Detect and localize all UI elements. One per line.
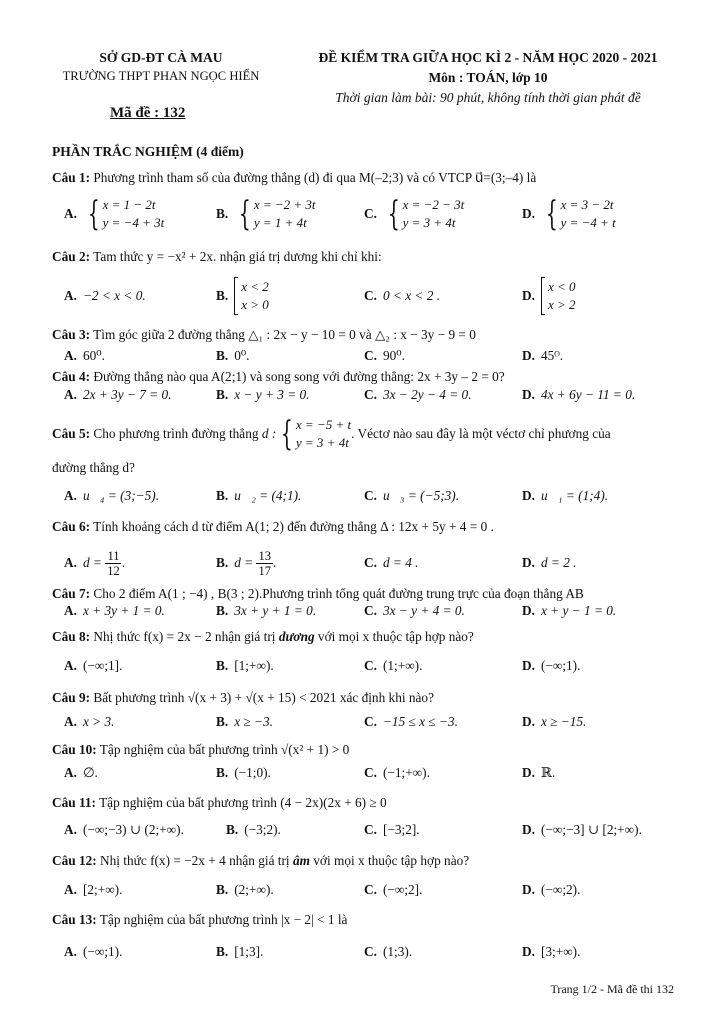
- question-label: Câu 12:: [52, 853, 97, 868]
- option-a[interactable]: A. d = $\frac{11}{12}$ .: [64, 548, 126, 578]
- options-5: [64, 484, 680, 508]
- question-label: Câu 10:: [52, 742, 97, 757]
- options-9: [64, 712, 680, 732]
- option-a[interactable]: A. 2x + 3y − 7 = 0.: [64, 386, 172, 402]
- option-a[interactable]: A. (−∞;1).: [64, 943, 123, 959]
- options-7: [64, 601, 680, 621]
- option-a[interactable]: A. { x = 1 − 2t y = −4 + 3t: [64, 194, 165, 234]
- options-3: [64, 346, 680, 366]
- option-d[interactable]: D. (−∞;1).: [522, 657, 581, 673]
- option-a[interactable]: A. 60⁰.: [64, 347, 105, 363]
- header-left: [50, 50, 272, 85]
- options-12: [64, 878, 680, 902]
- option-b[interactable]: B. 0⁰.: [216, 347, 250, 363]
- emphasis-word: dương: [278, 629, 315, 644]
- question-text: Tập nghiệm của bất phương trình |x − 2| < 1 là: [99, 912, 348, 927]
- option-c[interactable]: C. 3x − y + 4 = 0.: [364, 602, 465, 618]
- option-d[interactable]: D. d = 2 .: [522, 554, 577, 570]
- question-label: Câu 4:: [52, 369, 91, 384]
- question-13: [52, 912, 680, 929]
- question-label: Câu 7:: [52, 586, 91, 601]
- option-b[interactable]: B. (−3;2).: [226, 821, 281, 837]
- option-c[interactable]: C. { x = −2 − 3t y = 3 + 4t: [364, 194, 465, 234]
- school-name: TRƯỜNG THPT PHAN NGỌC HIỂN: [62, 68, 260, 83]
- option-d[interactable]: D. ℝ.: [522, 764, 556, 780]
- question-text: Tam thức y = −x² + 2x. nhận giá trị dương khi chỉ khi:: [93, 249, 382, 264]
- option-c[interactable]: C. d = 4 .: [364, 554, 419, 570]
- option-b[interactable]: B. x − y + 3 = 0.: [216, 386, 310, 402]
- option-c[interactable]: C. u⃗₃ = (−5;3).: [364, 487, 460, 503]
- options-13: [64, 940, 680, 964]
- option-d[interactable]: D. [3;+∞).: [522, 943, 581, 959]
- option-b[interactable]: B. x < 2 x > 0: [216, 276, 269, 316]
- option-b[interactable]: B. [1;3].: [216, 943, 264, 959]
- time-value: : 90 phút, không tính thời gian phát đề: [432, 89, 641, 105]
- option-d[interactable]: D. { x = 3 − 2t y = −4 + t: [522, 194, 616, 234]
- question-text-after: . Véctơ nào sau đây là một véctơ chỉ phương của: [351, 425, 611, 441]
- option-c[interactable]: C. (−∞;2].: [364, 881, 423, 897]
- time-line: [288, 90, 688, 107]
- options-4: [64, 385, 680, 405]
- exam-title: ĐỀ KIỂM TRA GIỮA HỌC KÌ 2 - NĂM HỌC 2020 - 2021: [318, 50, 658, 65]
- option-d[interactable]: D. x ≥ −15.: [522, 713, 587, 729]
- question-text: Đường thẳng nào qua A(2;1) và song song với đường thẳng: 2x + 3y – 2 = 0?: [93, 369, 505, 384]
- options-11: [64, 818, 680, 842]
- question-label: Câu 3:: [52, 327, 91, 342]
- option-c[interactable]: C. (1;+∞).: [364, 657, 423, 673]
- option-b[interactable]: B. u⃗₂ = (4;1).: [216, 487, 302, 503]
- header-right: [288, 50, 688, 107]
- option-a[interactable]: A. [2;+∞).: [64, 881, 123, 897]
- option-a[interactable]: A. −2 < x < 0.: [64, 287, 146, 303]
- question-text-after: với mọi x thuộc tập hợp nào?: [314, 629, 474, 644]
- question-text-line2: đường thẳng d?: [52, 460, 135, 475]
- subject-line: Môn : TOÁN, lớp 10: [428, 69, 548, 85]
- option-b[interactable]: B. (−1;0).: [216, 764, 271, 780]
- line-label: d :: [261, 425, 277, 441]
- question-9: [52, 690, 680, 707]
- option-a[interactable]: A. ∅.: [64, 764, 98, 780]
- question-1: [52, 170, 680, 187]
- question-10: [52, 742, 680, 759]
- option-b[interactable]: B. x ≥ −3.: [216, 713, 273, 729]
- option-d[interactable]: D. u⃗₁ = (1;4).: [522, 487, 609, 503]
- question-text: Nhị thức f(x) = −2x + 4 nhận giá trị: [100, 853, 293, 868]
- question-text: Cho phương trình đường thẳng: [93, 425, 259, 441]
- option-c[interactable]: C. [−3;2].: [364, 821, 420, 837]
- question-2: [52, 249, 680, 266]
- question-8: [52, 629, 680, 646]
- question-label: Câu 8:: [52, 629, 91, 644]
- question-label: Câu 11:: [52, 795, 96, 810]
- question-label: Câu 13:: [52, 912, 97, 927]
- question-label: Câu 5:: [52, 425, 91, 441]
- option-d[interactable]: D. x < 0 x > 2: [522, 276, 575, 316]
- option-c[interactable]: C. 3x − 2y − 4 = 0.: [364, 386, 472, 402]
- time-label: Thời gian làm bài: [335, 89, 433, 105]
- department-name: SỞ GD-ĐT CÀ MAU: [99, 50, 223, 65]
- question-text: Nhị thức f(x) = 2x − 2 nhận giá trị: [93, 629, 279, 644]
- option-c[interactable]: C. 90⁰.: [364, 347, 405, 363]
- option-b[interactable]: B. [1;+∞).: [216, 657, 274, 673]
- question-text: Phương trình tham số của đường thẳng (d) đi qua M(–2;3) và có VTCP u⃗=(3;–4) là: [93, 170, 537, 185]
- question-text-after: với mọi x thuộc tập hợp nào?: [309, 853, 470, 868]
- question-5-line2: [52, 460, 680, 477]
- option-d[interactable]: D. (−∞;−3] ∪ [2;+∞).: [522, 821, 642, 837]
- option-b[interactable]: B. 3x + y + 1 = 0.: [216, 602, 317, 618]
- option-a[interactable]: A. x > 3.: [64, 713, 115, 729]
- question-4: [52, 369, 680, 386]
- question-label: Câu 2:: [52, 249, 91, 264]
- options-10: [64, 762, 680, 784]
- question-12: [52, 853, 680, 870]
- option-d[interactable]: D. 45ᴼ.: [522, 347, 564, 363]
- option-d[interactable]: D. 4x + 6y − 11 = 0.: [522, 386, 636, 402]
- option-d[interactable]: D. x + y − 1 = 0.: [522, 602, 617, 618]
- option-a[interactable]: A. (−∞;−3) ∪ (2;+∞).: [64, 821, 184, 837]
- question-text: Bất phương trình √(x + 3) + √(x + 15) < 2021 xác định khi nào?: [93, 690, 434, 705]
- question-text: Tìm góc giữa 2 đường thẳng △₁ : 2x − y − 10 = 0 và △₂ : x − 3y − 9 = 0: [93, 327, 476, 342]
- question-text: Tập nghiệm của bất phương trình √(x² + 1) > 0: [99, 742, 350, 757]
- question-11: [52, 795, 680, 812]
- option-c[interactable]: C. (−1;+∞).: [364, 764, 430, 780]
- option-d[interactable]: D. (−∞;2).: [522, 881, 581, 897]
- option-c[interactable]: C. (1;3).: [364, 943, 413, 959]
- question-3: [52, 327, 680, 344]
- options-1: [64, 194, 680, 234]
- options-2: [64, 276, 680, 316]
- options-8: [64, 654, 680, 678]
- question-label: Câu 9:: [52, 690, 91, 705]
- option-a[interactable]: A. (−∞;1].: [64, 657, 123, 673]
- option-b[interactable]: B. (2;+∞).: [216, 881, 274, 897]
- emphasis-word: âm: [292, 853, 310, 868]
- question-6: [52, 519, 680, 536]
- question-text: Tập nghiệm của bất phương trình (4 − 2x)(2x + 6) ≥ 0: [99, 795, 387, 810]
- section-title: PHẦN TRẮC NGHIỆM (4 điểm): [52, 144, 244, 159]
- page-footer: Trang 1/2 - Mã đề thi 132: [550, 982, 674, 996]
- option-b[interactable]: B. d = $\frac{13}{17}$ .: [216, 548, 277, 578]
- option-c[interactable]: C. 0 < x < 2 .: [364, 287, 441, 303]
- option-c[interactable]: C. −15 ≤ x ≤ −3.: [364, 713, 458, 729]
- option-b[interactable]: B. { x = −2 + 3t y = 1 + 4t: [216, 194, 316, 234]
- exam-code: Mã đề : 132: [110, 105, 186, 121]
- question-label: Câu 1:: [52, 170, 91, 185]
- question-label: Câu 6:: [52, 519, 91, 534]
- option-a[interactable]: A. u⃗₄ = (3;−5).: [64, 487, 160, 503]
- question-text: Tính khoảng cách d từ điểm A(1; 2) đến đường thẳng Δ : 12x + 5y + 4 = 0 .: [93, 519, 494, 534]
- question-5: Câu 5: Cho phương trình đường thẳng d : { x = −5 + t y = 3 + 4t . Véctơ nào sau đây là một véctơ chỉ phương của: [52, 414, 611, 454]
- question-text: Cho 2 điểm A(1 ; −4) , B(3 ; 2).Phương trình tổng quát đường trung trực của đoạn thẳng AB: [93, 586, 584, 601]
- options-6: [64, 544, 680, 582]
- option-a[interactable]: A. x + 3y + 1 = 0.: [64, 602, 165, 618]
